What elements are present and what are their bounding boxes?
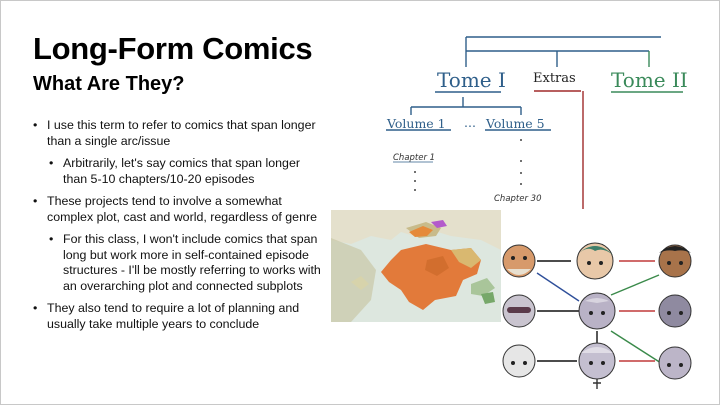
- tome-2-label: Tome II: [611, 68, 688, 92]
- slide-subtitle: What Are They?: [33, 73, 185, 95]
- sub-bullet-item: • Arbitrarily, let's say comics that span longer than 5-10 chapters/10-20 episodes: [47, 156, 326, 187]
- world-map-image: [331, 210, 501, 322]
- character-relationship-chart: [499, 233, 709, 393]
- chapter-1-label: Chapter 1: [393, 153, 436, 163]
- volume-ellipsis: ...: [464, 115, 476, 130]
- character-portrait: [659, 295, 691, 327]
- slide-title: Long-Form Comics: [33, 31, 313, 66]
- volume-5-label: Volume 5: [486, 116, 545, 131]
- character-portrait: [659, 347, 691, 379]
- bullet-list: [31, 118, 326, 339]
- character-portrait: [503, 345, 535, 377]
- chapter-dots: [414, 139, 522, 191]
- character-portrait: [503, 245, 535, 277]
- extras-label: Extras: [533, 71, 576, 86]
- sub-bullet-item: • For this class, I won't include comics that span long but work more in self-contained episode structures - I'll be mostly referring to works with an overarching plot and connected subplots: [47, 232, 326, 294]
- character-portrait: [577, 243, 613, 279]
- chapter-30-label: Chapter 30: [494, 194, 542, 204]
- character-portrait: [659, 245, 691, 277]
- structure-tree: [371, 29, 691, 214]
- bullet-item: • They also tend to require a lot of planning and usually take multiple years to conclude: [31, 301, 326, 332]
- volume-1-label: Volume 1: [387, 116, 446, 131]
- tome-1-label: Tome I: [437, 68, 506, 92]
- bullet-item: • I use this term to refer to comics that span longer than a single arc/issue: [31, 118, 326, 149]
- bullet-item: • These projects tend to involve a somewhat complex plot, cast and world, regardless of genre: [31, 194, 326, 225]
- character-portrait: [503, 295, 535, 327]
- character-portrait: [579, 293, 615, 329]
- character-portrait: [579, 343, 615, 389]
